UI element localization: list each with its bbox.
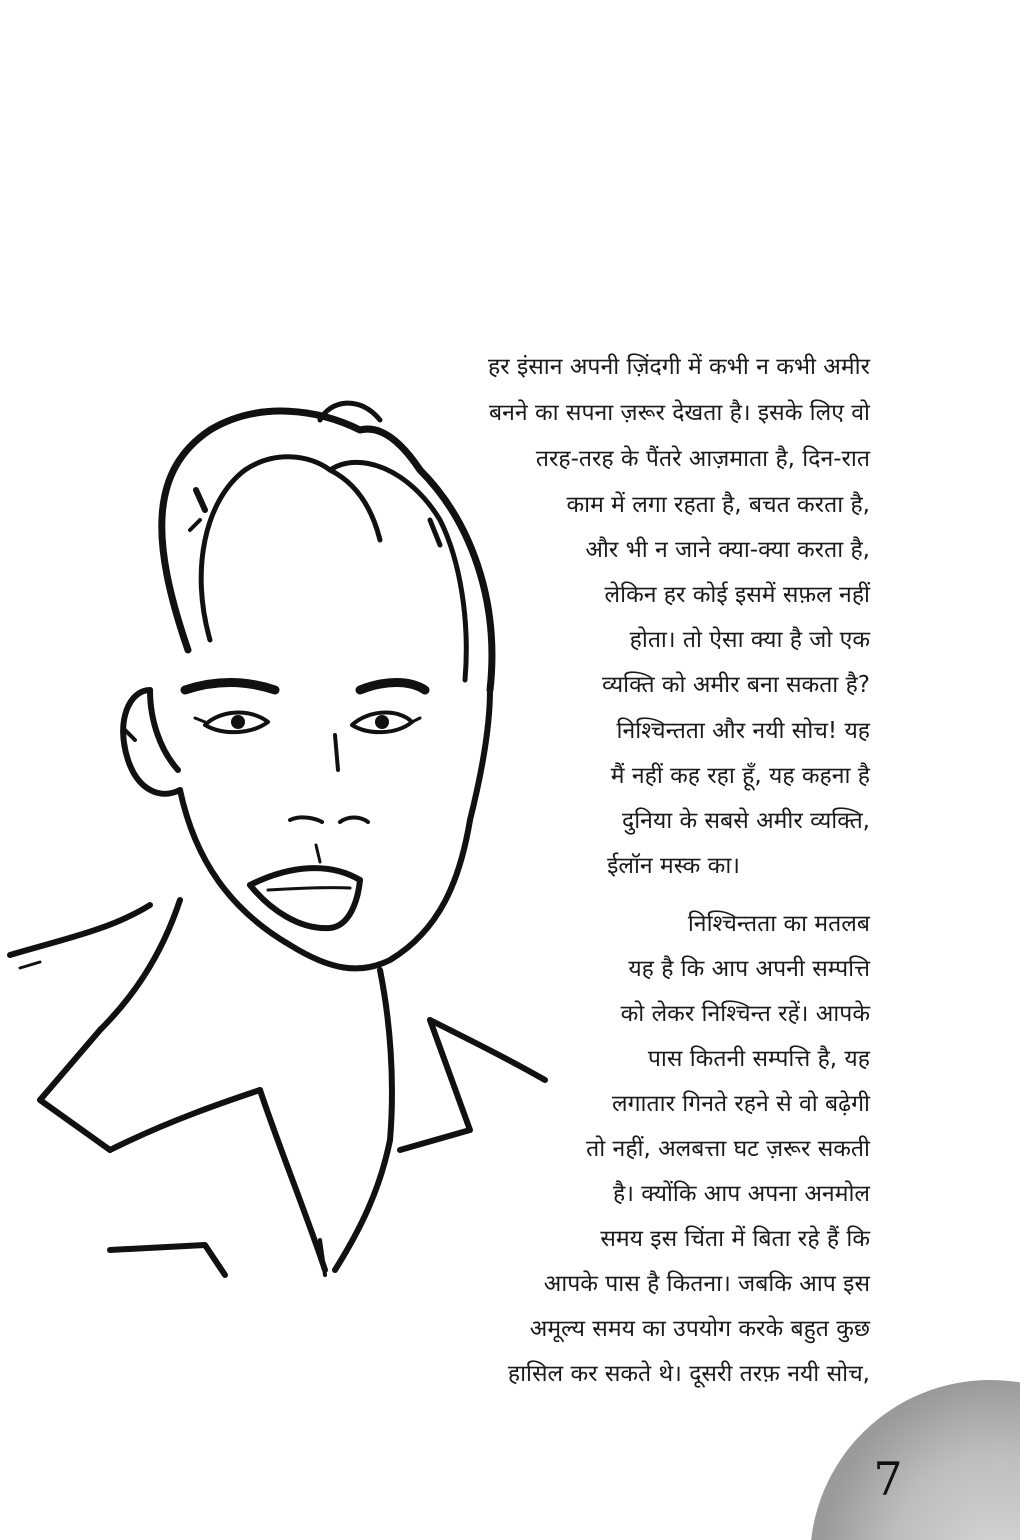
text-line: अमूल्य समय का उपयोग करके बहुत कुछ [529, 1316, 870, 1342]
text-line: होता। तो ऐसा क्या है जो एक [629, 627, 870, 653]
text-line: दुनिया के सबसे अमीर व्यक्ति, [622, 808, 870, 834]
text-line: हर इंसान अपनी ज़िंदगी में कभी न कभी अमीर [488, 354, 870, 380]
text-line: हासिल कर सकते थे। दूसरी तरफ़ नयी सोच, [507, 1361, 870, 1387]
text-line: समय इस चिंता में बिता रहे हैं कि [600, 1226, 870, 1252]
text-line: लगातार गिनते रहने से वो बढ़ेगी [612, 1091, 870, 1117]
text-line: तो नहीं, अलबत्ता घट ज़रूर सकती [586, 1136, 870, 1162]
text-line: पास कितनी सम्पत्ति है, यह [647, 1046, 870, 1072]
text-line: ईलॉन मस्क का। [607, 853, 740, 879]
text-line: और भी न जाने क्या-क्या करता है, [585, 537, 870, 563]
text-line: यह है कि आप अपनी सम्पत्ति [628, 956, 870, 982]
text-line: तरह-तरह के पैंतरे आज़माता है, दिन-रात [535, 446, 870, 472]
text-line: निश्चिन्तता और नयी सोच! यह [616, 718, 870, 744]
text-line: मैं नहीं कह रहा हूँ, यह कहना है [610, 763, 870, 789]
text-line: आपके पास है कितना। जबकि आप इस [543, 1271, 870, 1297]
text-line: है। क्योंकि आप अपना अनमोल [613, 1181, 870, 1207]
text-line: काम में लगा रहता है, बचत करता है, [566, 492, 870, 518]
page-number: 7 [873, 1452, 903, 1506]
text-line: व्यक्ति को अमीर बना सकता है? [601, 672, 870, 698]
text-line: निश्चिन्तता का मतलब [687, 911, 870, 937]
text-line: को लेकर निश्चिन्त रहें। आपके [620, 1001, 870, 1027]
text-line: बनने का सपना ज़रूर देखता है। इसके लिए वो [489, 400, 870, 426]
text-line: लेकिन हर कोई इसमें सफ़ल नहीं [604, 582, 870, 608]
